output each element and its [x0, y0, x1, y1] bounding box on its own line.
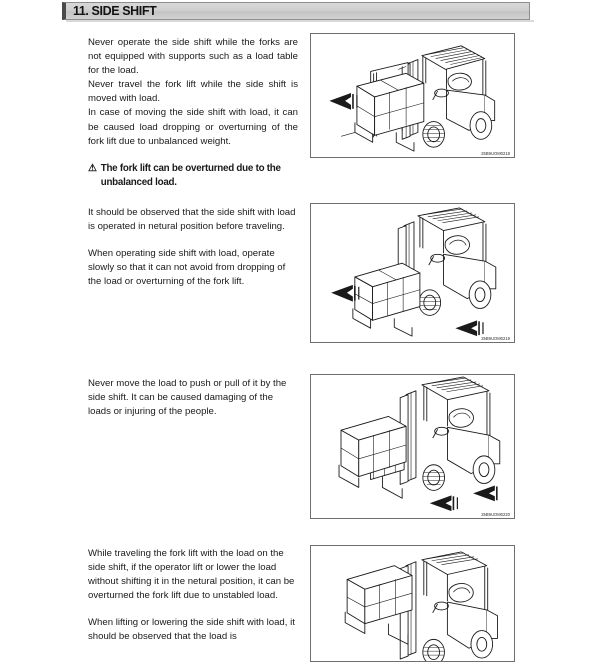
paragraph: Never move the load to push or pull of it by the side shift. It can be caused damaging of the loads or injuring of the people. — [88, 378, 287, 418]
section-4-text — [88, 547, 298, 662]
figure-caption: 25B9UOM0219 — [481, 336, 510, 341]
forklift-illustration-1 — [311, 34, 514, 157]
section-1-text — [88, 36, 298, 191]
paragraph: When lifting or lowering the side shift with load, it should be observed that the load is — [88, 617, 295, 643]
page-title: 11. SIDE SHIFT — [73, 4, 157, 18]
paragraph: Never travel the fork lift while the side shift is moved with load. — [88, 79, 298, 105]
section-2-text — [88, 206, 298, 289]
paragraph: It should be observed that the side shift with load is operated in netural position before traveling. — [88, 207, 296, 233]
paragraph: In case of moving the side shift with load, it can be caused load dropping or overturning of the fork lift due to unbalanced weight. — [88, 107, 298, 147]
warning-notice — [88, 162, 298, 191]
figure-caption: 25B9UOM0218 — [481, 151, 510, 156]
figure-1 — [310, 33, 515, 158]
forklift-illustration-2 — [311, 204, 514, 342]
figure-4 — [310, 545, 515, 662]
warning-triangle-icon: ⚠ — [88, 162, 97, 174]
forklift-illustration-4 — [311, 546, 514, 661]
section-3-text — [88, 377, 298, 419]
warning-text: The fork lift can be overturned due to the unbalanced load. — [100, 162, 281, 189]
paragraph: Never operate the side shift while the forks are not equipped with supports such as a load table for the load. — [88, 37, 298, 77]
forklift-illustration-3 — [311, 375, 514, 518]
figure-2 — [310, 203, 515, 343]
paragraph: While traveling the fork lift with the load on the side shift, if the operator lift or lower the load without shifting it in the netural position, it can be overturned the fork lift due to unstabled load. — [88, 548, 295, 602]
figure-caption: 25B9UOM0220 — [481, 512, 510, 517]
paragraph: When operating side shift with load, operate slowly so that it can not avoid from dropping of the load or overturning of the fork lift. — [88, 248, 286, 288]
figure-3 — [310, 374, 515, 519]
